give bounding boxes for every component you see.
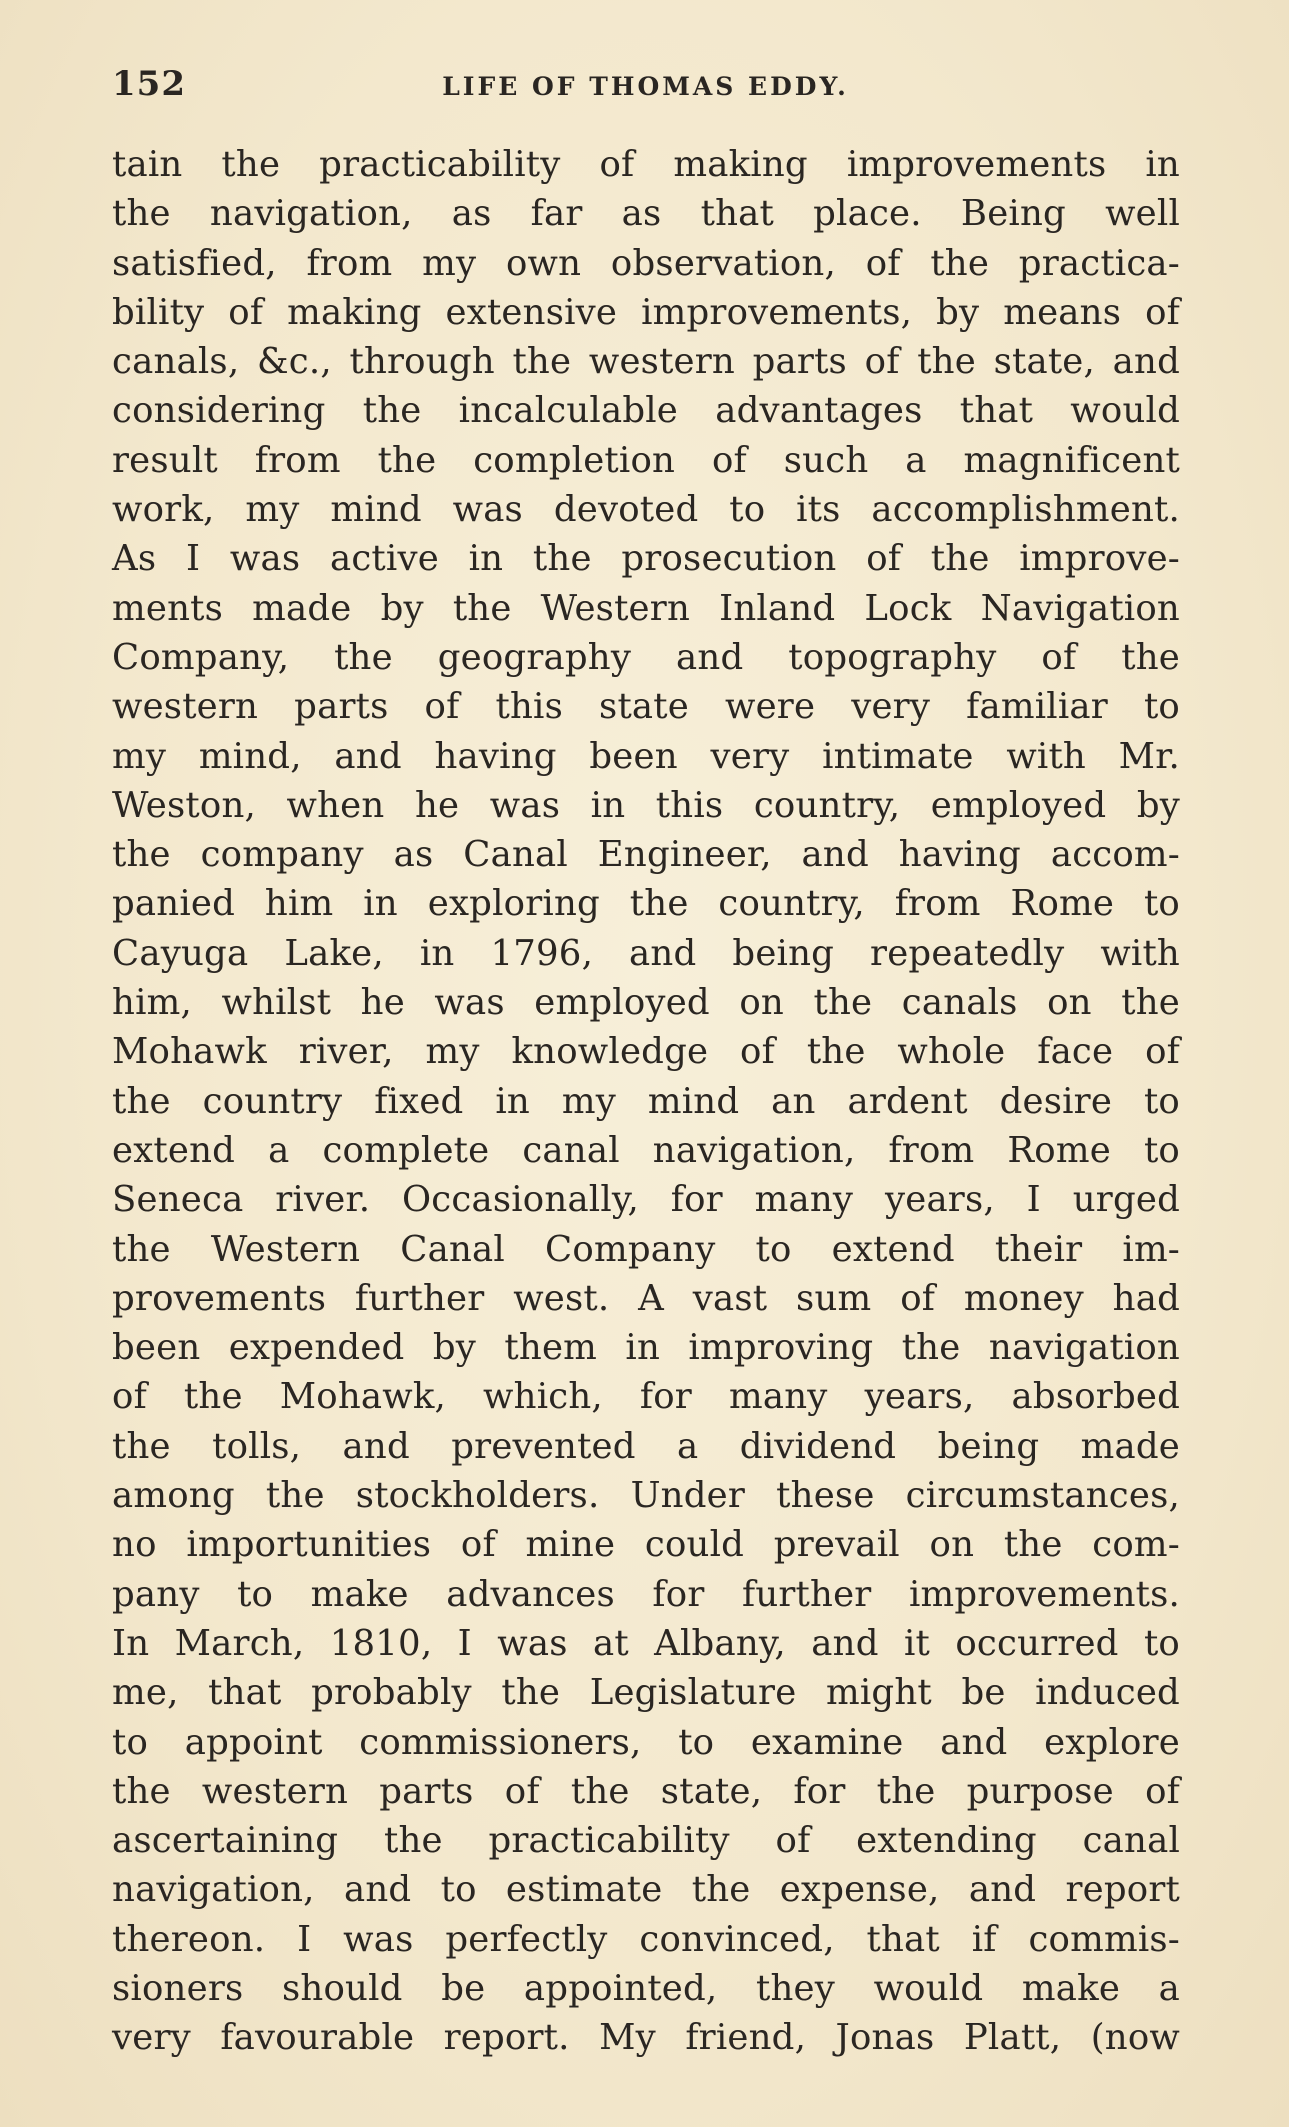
text-line: In March, 1810, I was at Albany, and it occurred to: [112, 1622, 1180, 1664]
page-header: [112, 64, 1179, 114]
text-line: ascertaining the practicability of extending canal: [112, 1820, 1180, 1862]
text-line: the navigation, as far as that place. Being well: [112, 193, 1180, 235]
text-line: pany to make advances for further improvements.: [112, 1573, 1180, 1615]
text-line: result from the completion of such a magnificent: [112, 439, 1180, 481]
text-line: among the stockholders. Under these circumstances,: [112, 1475, 1180, 1517]
text-line: bility of making extensive improvements, by means of: [112, 291, 1180, 333]
text-line: thereon. I was perfectly convinced, that if commis-: [112, 1918, 1180, 1960]
text-line: As I was active in the prosecution of the improve-: [112, 538, 1180, 580]
text-line: been expended by them in improving the navigation: [112, 1327, 1180, 1369]
text-line: him, whilst he was employed on the canals on the: [112, 982, 1180, 1024]
text-line: to appoint commissioners, to examine and explore: [112, 1721, 1180, 1763]
text-line: sioners should be appointed, they would make a: [112, 1967, 1180, 2009]
text-line: ments made by the Western Inland Lock Navigation: [112, 587, 1180, 629]
text-line: work, my mind was devoted to its accomplishment.: [112, 489, 1180, 531]
text-line: Seneca river. Occasionally, for many years, I urged: [112, 1179, 1180, 1221]
text-line: satisfied, from my own observation, of the practica-: [112, 242, 1180, 284]
text-line: very favourable report. My friend, Jonas Platt, (now: [112, 2017, 1180, 2059]
text-line: my mind, and having been very intimate with Mr.: [112, 735, 1180, 777]
text-line: the country fixed in my mind an ardent desire to: [112, 1080, 1180, 1122]
text-line: no importunities of mine could prevail on the com-: [112, 1524, 1180, 1566]
text-line: provements further west. A vast sum of money had: [112, 1277, 1180, 1319]
text-line: Company, the geography and topography of the: [112, 636, 1180, 678]
text-line: of the Mohawk, which, for many years, absorbed: [112, 1376, 1180, 1418]
body-text: [112, 140, 1180, 2063]
text-line: tain the practicability of making improvements in: [112, 144, 1180, 185]
running-title: LIFE OF THOMAS EDDY.: [442, 72, 849, 101]
text-line: panied him in exploring the country, from Rome to: [112, 883, 1180, 925]
page-number: 152: [112, 64, 186, 104]
text-line: considering the incalculable advantages that would: [112, 390, 1180, 432]
text-line: the western parts of the state, for the purpose of: [112, 1770, 1180, 1812]
text-line: the tolls, and prevented a dividend being made: [112, 1425, 1180, 1467]
text-line: me, that probably the Legislature might be induced: [112, 1672, 1180, 1714]
text-line: the company as Canal Engineer, and having accom-: [112, 834, 1180, 876]
text-line: Mohawk river, my knowledge of the whole face of: [112, 1031, 1180, 1073]
text-line: Cayuga Lake, in 1796, and being repeatedly with: [112, 932, 1180, 974]
text-line: Weston, when he was in this country, employed by: [112, 784, 1180, 826]
text-line: western parts of this state were very familiar to: [112, 686, 1180, 728]
text-line: extend a complete canal navigation, from Rome to: [112, 1129, 1180, 1171]
text-line: navigation, and to estimate the expense, and report: [112, 1869, 1180, 1911]
text-line: the Western Canal Company to extend their im-: [112, 1228, 1180, 1270]
text-line: canals, &c., through the western parts of the state, and: [112, 341, 1180, 383]
